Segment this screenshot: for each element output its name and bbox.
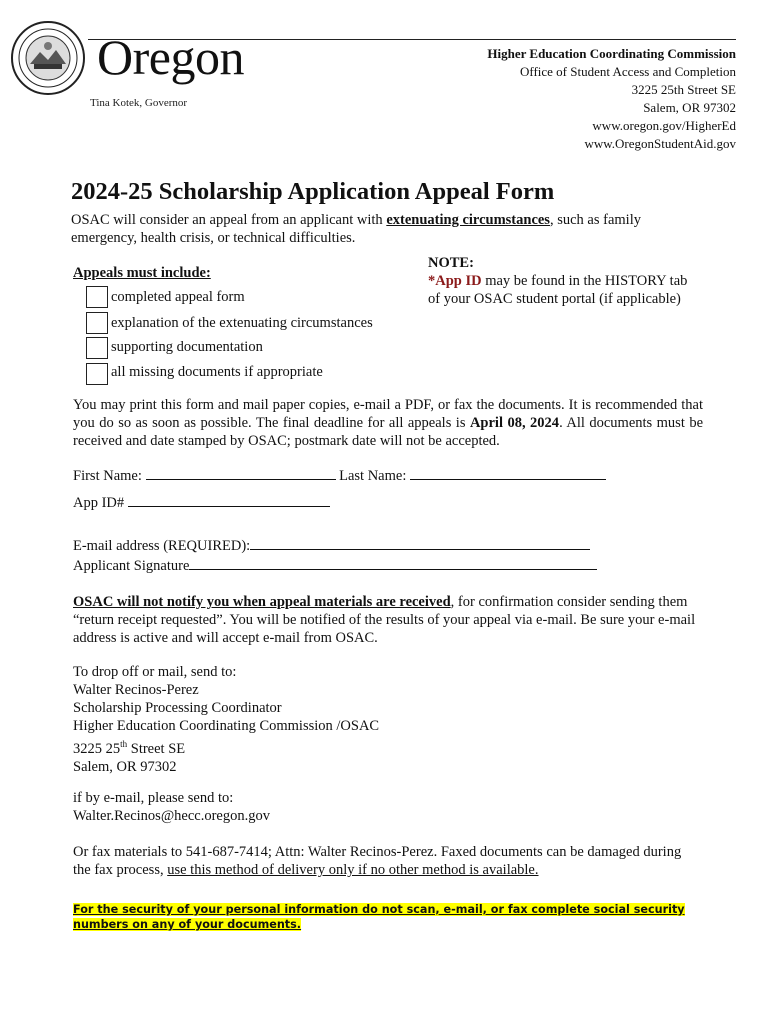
app-id-row [73, 494, 330, 512]
instructions-text: . All documents must be received and date stamped by OSAC; postmark date will not be accepted. [73, 415, 704, 449]
agency-link[interactable]: www.oregon.gov/HigherEd [592, 118, 736, 133]
agency-line: Office of Student Access and Completion [519, 64, 736, 79]
agency-line: Salem, OR 97302 [643, 100, 736, 115]
name-row [73, 467, 606, 485]
app-id-field[interactable] [128, 494, 330, 507]
notify-emphasis: OSAC will not notify you when appeal materials are received [73, 594, 451, 610]
notify-text: , for confirmation consider sending them “return receipt requested”. You will be notified of the results of your appeal via e-mail. Be sure your e-mail address is active and will accept e-mail from OSAC. [73, 594, 696, 646]
note-app-id: *App ID [428, 273, 482, 289]
intro-text: , such as family emergency, health crisis, or technical difficulties. [71, 212, 641, 246]
checkbox-label: supporting documentation [111, 339, 263, 355]
governor-name: Tina Kotek, Governor [90, 97, 188, 109]
email-row [73, 537, 590, 555]
checkbox-explanation[interactable] [86, 312, 108, 334]
checkbox-label: all missing documents if appropriate [111, 364, 323, 380]
last-name-field[interactable] [410, 467, 606, 480]
agency-link[interactable]: www.OregonStudentAid.gov [584, 136, 736, 151]
agency-line: Higher Education Coordinating Commission [487, 46, 736, 61]
appeals-heading: Appeals must include: [73, 265, 211, 281]
email-intro: if by e-mail, please send to: [73, 790, 234, 806]
mail-address-block [73, 663, 673, 776]
street-suffix: th [120, 739, 128, 749]
first-name-label: First Name: [73, 468, 142, 484]
note-text: may be found in the HISTORY tab of your OSAC student portal (if applicable) [428, 273, 688, 307]
last-name-label: Last Name: [339, 468, 407, 484]
app-id-label: App ID# [73, 495, 125, 511]
mail-city: Salem, OR 97302 [73, 758, 177, 775]
checkbox-label: completed appeal form [111, 289, 245, 305]
oregon-logo-word: Oregon [97, 29, 244, 85]
mail-intro: To drop off or mail, send to: [73, 664, 237, 680]
fax-paragraph [73, 843, 683, 879]
street-name: Street SE [127, 740, 186, 757]
email-block [73, 789, 673, 825]
checkbox-label: explanation of the extenuating circumstances [111, 315, 373, 331]
page-title: 2024-25 Scholarship Application Appeal Form [71, 178, 555, 205]
signature-row [73, 557, 597, 575]
checkbox-appeal-form[interactable] [86, 286, 108, 308]
email-field[interactable] [250, 537, 590, 550]
instructions-text: You may print this form and mail paper copies, e-mail a PDF, or fax the documents. It is recommended that you do so as soon as possible. The final deadline for all appeals is [73, 397, 703, 431]
checkbox-missing-docs[interactable] [86, 363, 108, 385]
note-box [428, 254, 698, 308]
deadline-date: April 08, 2024 [469, 415, 560, 431]
street-number: 3225 25 [73, 740, 121, 757]
checkbox-supporting-docs[interactable] [86, 337, 108, 359]
mail-street [73, 735, 673, 758]
signature-field[interactable] [189, 557, 597, 570]
fax-emphasis: use this method of delivery only if no other method is available. [167, 862, 539, 878]
mail-org: Higher Education Coordinating Commission /OSAC [73, 718, 380, 734]
instructions-paragraph [73, 396, 703, 450]
state-seal-icon [10, 20, 86, 96]
signature-label: Applicant Signature [73, 558, 190, 574]
fax-text: Or fax materials to 541-687-7414; Attn: Walter Recinos-Perez. Faxed documents can be damaged during the fax process, [73, 844, 682, 878]
note-heading: NOTE: [428, 255, 474, 271]
intro-paragraph [71, 211, 671, 247]
email-label: E-mail address (REQUIRED): [73, 538, 251, 554]
agency-address [487, 45, 736, 153]
agency-line: 3225 25th Street SE [631, 82, 736, 97]
mail-role: Scholarship Processing Coordinator [73, 700, 282, 716]
email-address[interactable]: Walter.Recinos@hecc.oregon.gov [73, 808, 270, 824]
intro-text: OSAC will consider an appeal from an applicant with [71, 212, 387, 228]
first-name-field[interactable] [146, 467, 336, 480]
intro-emphasis: extenuating circumstances [386, 212, 550, 228]
security-notice [73, 902, 713, 932]
notify-paragraph [73, 593, 703, 647]
mail-name: Walter Recinos-Perez [73, 682, 199, 698]
security-highlight: For the security of your personal information do not scan, e-mail, or fax complete social security numbers on any of your documents. [73, 903, 685, 931]
